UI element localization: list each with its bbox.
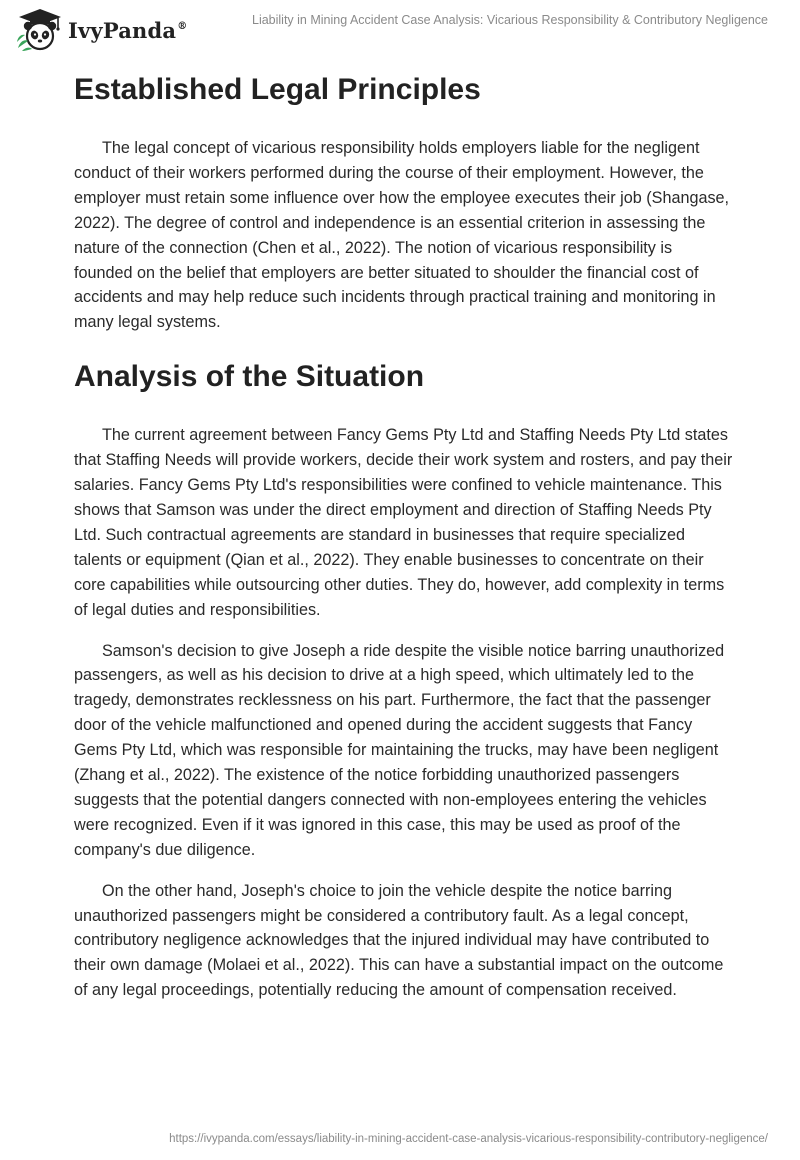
paragraph: The current agreement between Fancy Gems Pty Ltd and Staffing Needs Pty Ltd states that Staffing Needs will provide workers, decide their work system and rosters, and pay their salaries. Fancy Gems Pty Ltd's responsibilities were confined to vehicle maintenance. This shows that Samson was under the direct employment and direction of Staffing Needs Pty Ltd. Such contractual agreements are standard in businesses that require specialized talents or equipment (Qian et al., 2022). They enable businesses to concentrate on their core capabilities while outsourcing other duties. They do, however, add complexity in terms of legal duties and responsibilities. xyxy=(74,426,733,619)
paragraph: Samson's decision to give Joseph a ride despite the visible notice barring unauthorized passengers, as well as his decision to drive at a high speed, which ultimately led to the tragedy, demonstrates recklessness on his part. Furthermore, the fact that the passenger door of the vehicle malfunctioned and opened during the accident suggests that Fancy Gems Pty Ltd, which was responsible for maintaining the trucks, may have been negligent (Zhang et al., 2022). The existence of the notice forbidding unauthorized passengers suggests that the potential dangers connected with non-employees entering the vehicles were recognized. Even if it was ignored in this case, this may be used as proof of the company's due diligence. xyxy=(74,641,725,859)
section-heading-legal-principles: Established Legal Principles xyxy=(74,73,481,106)
ivypanda-logo[interactable] xyxy=(14,8,187,52)
source-url-link[interactable]: https://ivypanda.com/essays/liability-in-mining-accident-case-analysis-vicarious-responsibility-contributory-negligence/ xyxy=(169,1133,768,1145)
paragraph: The legal concept of vicarious responsibility holds employers liable for the negligent conduct of their workers performed during the course of their employment. However, the employer must retain some influence over how the employee executes their job (Shangase, 2022). The degree of control and independence is an essential criterion in assessing the nature of the connection (Chen et al., 2022). The notion of vicarious responsibility is founded on the belief that employers are better situated to shoulder the financial cost of accidents and may help reduce such incidents through practical training and monitoring in many legal systems. xyxy=(74,139,730,332)
paragraph: On the other hand, Joseph's choice to join the vehicle despite the notice barring unauthorized passengers might be considered a contributory fault. As a legal concept, contributory negligence acknowledges that the injured individual may have contributed to their own damage (Molaei et al., 2022). This can have a substantial impact on the outcome of any legal proceedings, potentially reducing the amount of compensation received. xyxy=(74,881,724,1000)
registered-mark: ® xyxy=(177,20,188,32)
section-heading-analysis: Analysis of the Situation xyxy=(74,360,425,394)
document-title: Liability in Mining Accident Case Analysis: Vicarious Responsibility & Contributory Negligence xyxy=(252,13,768,27)
essay-content xyxy=(74,72,734,1003)
panda-graduation-cap-icon xyxy=(14,8,66,52)
logo-text: IvyPanda xyxy=(68,17,177,43)
logo-wordmark xyxy=(68,18,187,43)
page-header xyxy=(0,0,800,60)
